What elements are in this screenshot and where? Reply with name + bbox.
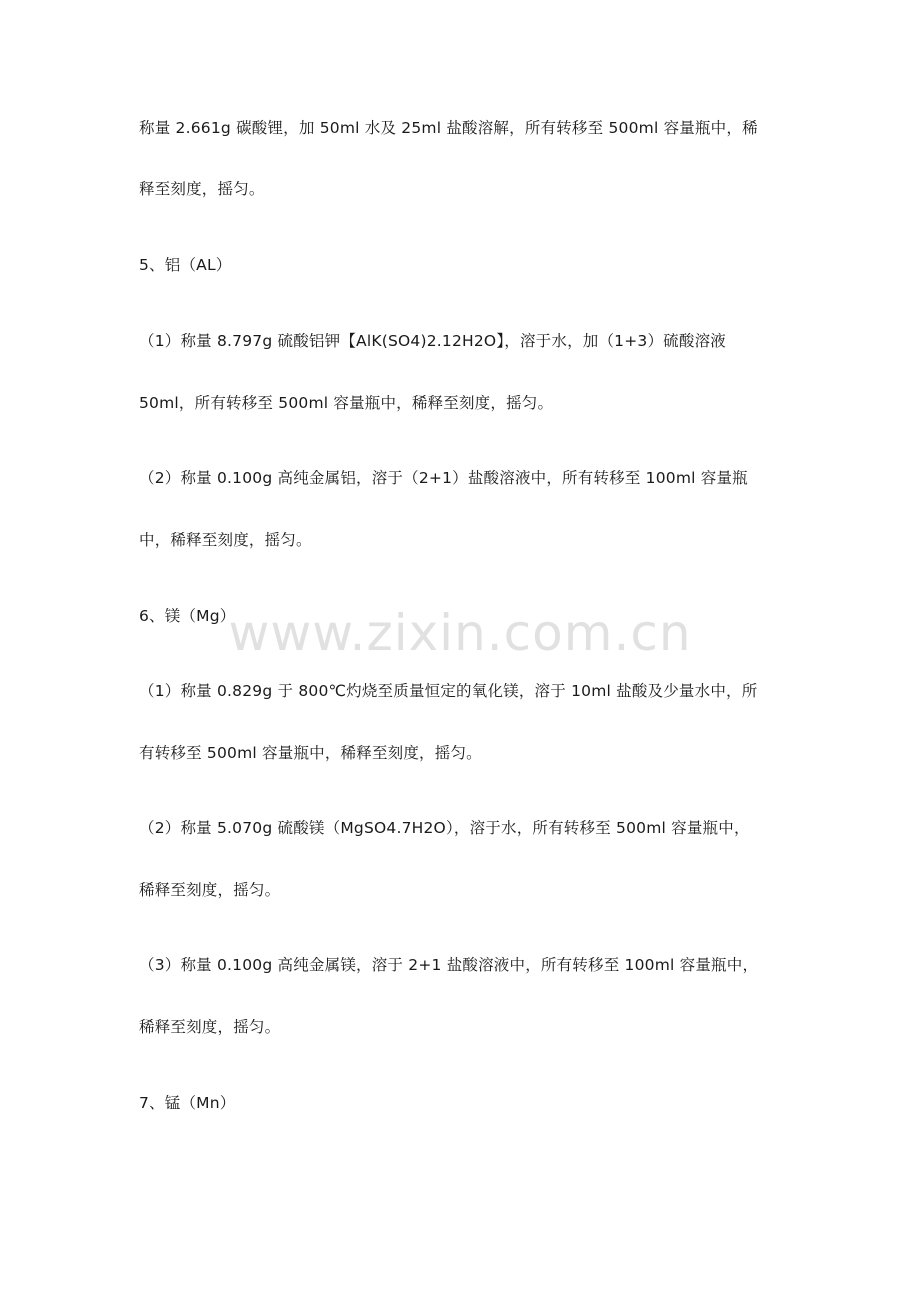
- text-line: （2）称量 0.100g 高纯金属铝，溶于（2+1）盐酸溶液中，所有转移至 100ml 容量瓶: [139, 469, 748, 487]
- text-line: 50ml，所有转移至 500ml 容量瓶中，稀释至刻度，摇匀。: [139, 394, 554, 412]
- section-heading: 5、铝（AL）: [139, 256, 232, 274]
- text-line: （1）称量 0.829g 于 800℃灼烧至质量恒定的氧化镁，溶于 10ml 盐酸及少量水中，所: [139, 682, 758, 700]
- text-line: （3）称量 0.100g 高纯金属镁，溶于 2+1 盐酸溶液中，所有转移至 100ml 容量瓶中，: [139, 956, 759, 974]
- section-heading: 6、镁（Mg）: [139, 607, 236, 625]
- text-line: （1）称量 8.797g 硫酸铝钾【AlK(SO4)2.12H2O】，溶于水，加（1+3）硫酸溶液: [139, 332, 726, 350]
- text-line: 稀释至刻度，摇匀。: [139, 881, 281, 899]
- text-line: 有转移至 500ml 容量瓶中，稀释至刻度，摇匀。: [139, 744, 482, 762]
- text-line: 稀释至刻度，摇匀。: [139, 1018, 281, 1036]
- text-line: 称量 2.661g 碳酸锂，加 50ml 水及 25ml 盐酸溶解，所有转移至 500ml 容量瓶中，稀: [139, 119, 758, 137]
- text-line: （2）称量 5.070g 硫酸镁（MgSO4.7H2O），溶于水，所有转移至 500ml 容量瓶中，: [139, 819, 750, 837]
- text-line: 释至刻度，摇匀。: [139, 180, 265, 198]
- section-heading: 7、锰（Mn）: [139, 1094, 236, 1112]
- text-line: 中，稀释至刻度，摇匀。: [139, 531, 312, 549]
- watermark-text: www.zixin.com.cn: [228, 604, 692, 662]
